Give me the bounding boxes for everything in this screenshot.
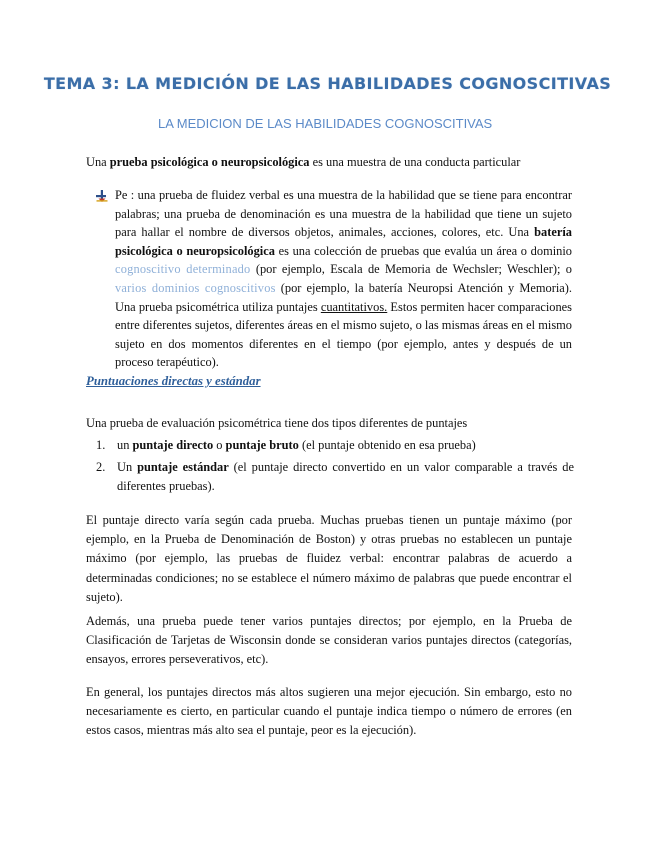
- list-item: [96, 436, 574, 455]
- list-item-pre: Un: [117, 459, 138, 474]
- bullet-arrow-icon: [96, 190, 108, 202]
- list-item-bold-1: puntaje directo: [132, 438, 214, 452]
- types-intro-paragraph: Una prueba de evaluación psicométrica tiene dos tipos diferentes de puntajes: [86, 416, 468, 430]
- page-subtitle: LA MEDICION DE LAS HABILIDADES COGNOSCITIVAS: [158, 116, 493, 131]
- list-item-bold-1: puntaje estándar: [137, 459, 229, 474]
- accent-term-1: cognoscitivo determinado: [115, 262, 251, 277]
- list-item-mid: o: [213, 438, 226, 452]
- intro-text-post: es una muestra de una conducta particular: [309, 155, 521, 169]
- general-paragraph: En general, los puntajes directos más altos sugieren una mejor ejecución. Sin embargo, esto no necesariamente es cierto, en particular cuando el puntaje indica tiempo o número de errores (en estos casos, mientras más alto sea el puntaje, peor es la ejecución).: [86, 685, 572, 738]
- ordered-list: [96, 436, 574, 498]
- bullet-bold-term: batería psicológica o neuropsicológica: [115, 225, 572, 258]
- multiple-scores-paragraph: Además, una prueba puede tener varios puntajes directos; por ejemplo, en la Prueba de Clasificación de Tarjetas de Wisconsin donde se consideran varios puntajes directos (categorías, ensayos, errores perseverativos, etc).: [86, 614, 572, 667]
- intro-paragraph: [86, 153, 572, 172]
- bullet-text-2: es una colección de pruebas que evalúa un área o dominio: [274, 243, 572, 258]
- list-item-number: 2.: [96, 459, 106, 474]
- list-item-bold-2: puntaje bruto: [225, 438, 299, 452]
- bullet-paragraph: [115, 186, 572, 372]
- accent-term-2: varios dominios cognoscitivos: [115, 280, 276, 295]
- bullet-text-5: Estos permiten hacer comparaciones entre diferentes sujetos, diferentes áreas en el mismo sujeto, o las mismas áreas en el mismo sujeto en dos momentos diferentes en el tiempo (por ejemplo, antes y después de un proceso terapéutico).: [115, 299, 572, 370]
- intro-bold-term: prueba psicológica o neuropsicológica: [109, 155, 310, 169]
- bullet-text-4: (por ejemplo, la batería Neuropsi Atención y Memoria). Una prueba psicométrica utiliza puntajes: [115, 280, 573, 314]
- raw-score-paragraph: El puntaje directo varía según cada prueba. Muchas pruebas tienen un puntaje máximo (por ejemplo, en la Prueba de Denominación de Boston) y otras pruebas no establecen un puntaje máximo (por ejemplo, las pruebas de fluidez verbal: encontrar palabras de acuerdo a determinadas condiciones; no se establece el número máximo de palabras que puede encontrar el sujeto).: [86, 513, 572, 604]
- list-item-post: (el puntaje obtenido en esa prueba): [298, 438, 476, 452]
- intro-text-pre: Una: [86, 155, 110, 169]
- list-item: [96, 458, 574, 496]
- bullet-text-1: Pe : una prueba de fluidez verbal es una muestra de la habilidad que se tiene para encontrar palabras; una prueba de denominación es una muestra de la habilidad que tiene un sujeto para hallar el nombre de diversos objetos, animales, acciones, colores, etc. Una: [115, 188, 572, 240]
- list-item-post: (el puntaje directo convertido en un valor comparable a través de diferentes pruebas).: [117, 459, 574, 493]
- list-item-pre: un: [117, 438, 133, 452]
- bullet-text-3: (por ejemplo, Escala de Memoria de Wechsler; Weschler); o: [250, 262, 572, 277]
- page-title: TEMA 3: LA MEDICIÓN DE LAS HABILIDADES COGNOSCITIVAS: [43, 74, 612, 93]
- list-item-number: 1.: [96, 438, 106, 452]
- underlined-term: cuantitativos.: [320, 299, 388, 314]
- section-heading: Puntuaciones directas y estándar: [86, 374, 261, 388]
